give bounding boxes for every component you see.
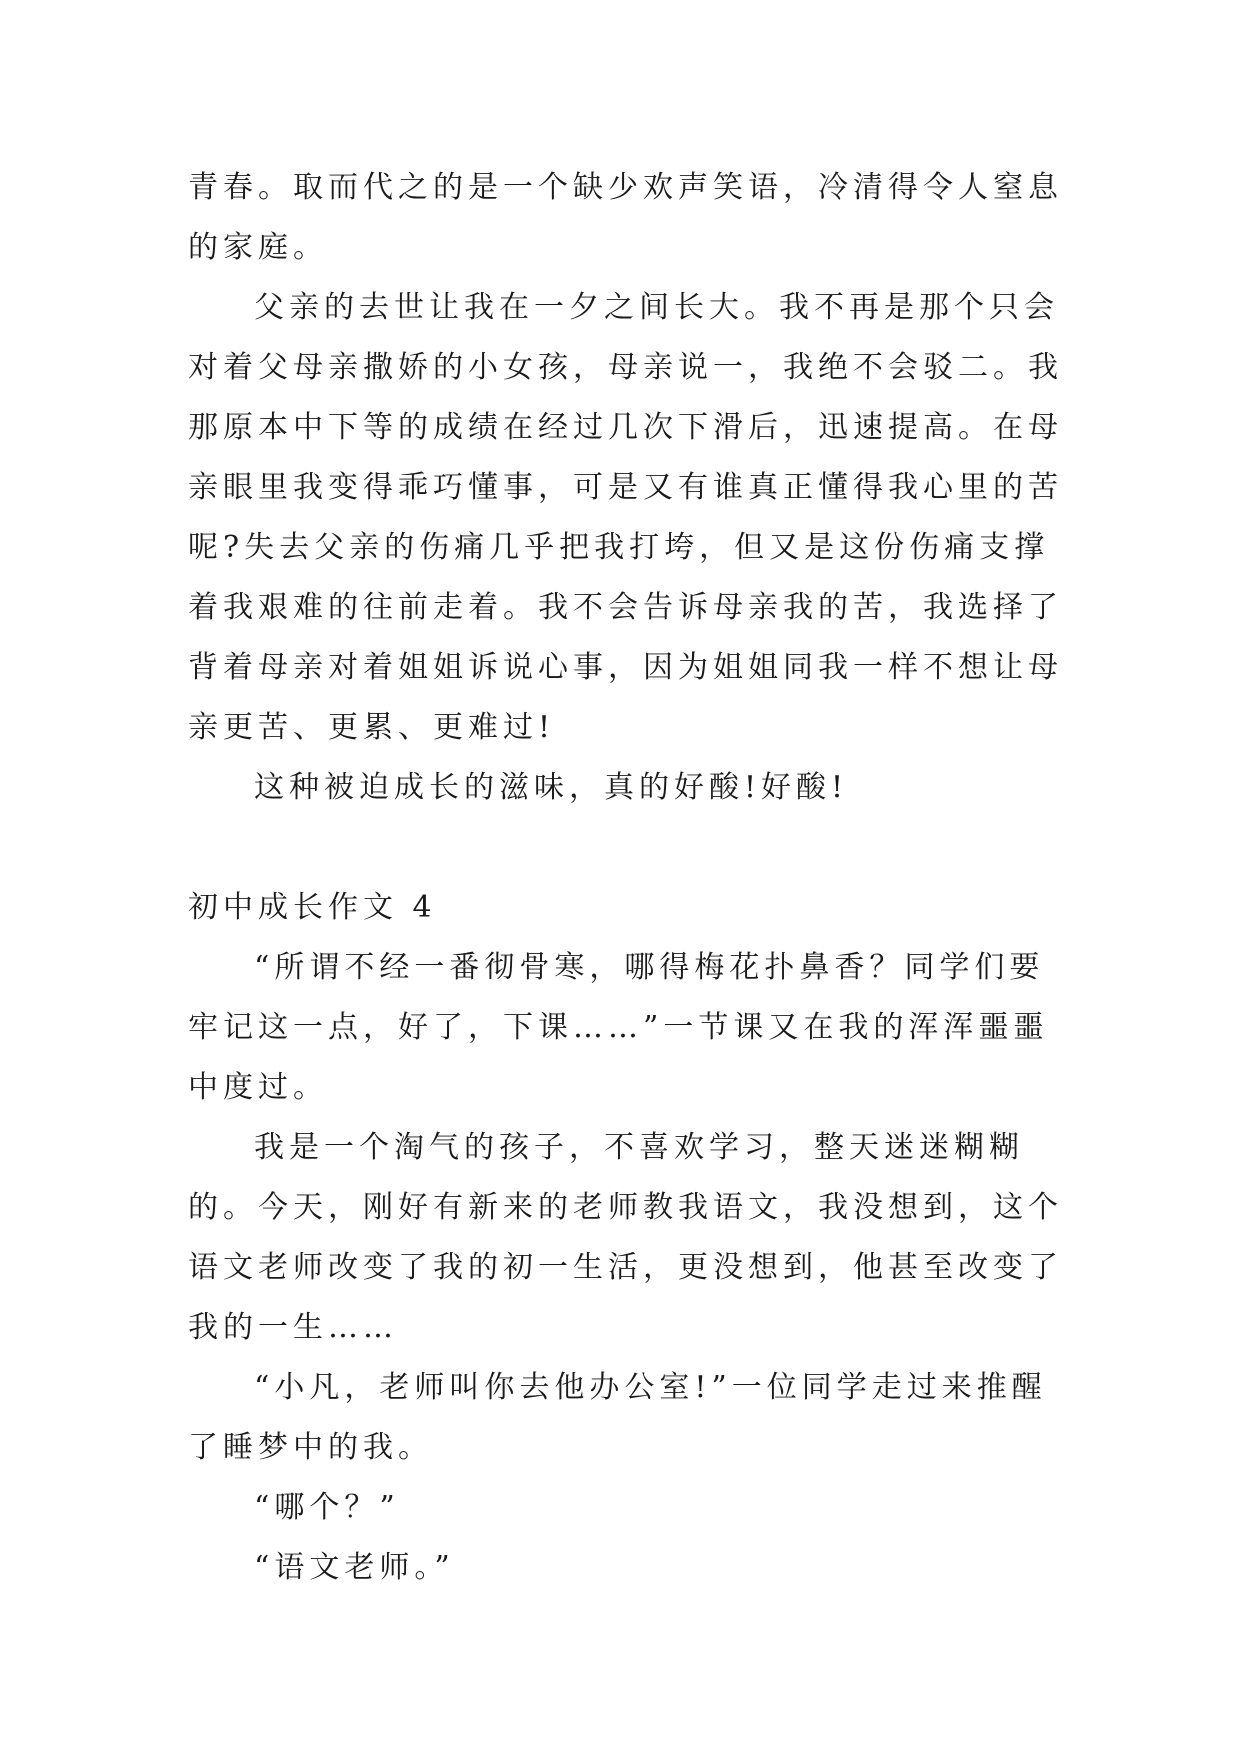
- paragraph: “语文老师。”: [254, 1550, 455, 1585]
- paragraph: 这种被迫成长的滋味，真的好酸!好酸!: [254, 770, 849, 805]
- paragraph: “哪个？”: [254, 1490, 400, 1525]
- document-body: [188, 158, 1068, 1598]
- paragraph: 青春。取而代之的是一个缺少欢声笑语，冷清得令人窒息的家庭。: [188, 170, 1063, 265]
- paragraph: “所谓不经一番彻骨寒，哪得梅花扑鼻香？同学们要牢记这一点，好了，下课……”一节课又在我的浑浑噩噩中度过。: [188, 950, 1049, 1105]
- paragraph: 父亲的去世让我在一夕之间长大。我不再是那个只会对着父母亲撒娇的小女孩，母亲说一，我绝不会驳二。我那原本中下等的成绩在经过几次下滑后，迅速提高。在母亲眼里我变得乖巧懂事，可是又有谁真正懂得我心里的苦呢?失去父亲的伤痛几乎把我打垮，但又是这份伤痛支撑着我艰难的往前走着。我不会告诉母亲我的苦，我选择了背着母亲对着姐姐诉说心事，因为姐姐同我一样不想让母亲更苦、更累、更难过!: [188, 290, 1063, 745]
- paragraph: 我是一个淘气的孩子，不喜欢学习，整天迷迷糊糊的。今天，刚好有新来的老师教我语文，我没想到，这个语文老师改变了我的初一生活，更没想到，他甚至改变了我的一生……: [188, 1130, 1063, 1345]
- section-heading: 初中成长作文 4: [188, 890, 437, 925]
- paragraph: “小凡，老师叫你去他办公室!”一位同学走过来推醒了睡梦中的我。: [188, 1370, 1047, 1465]
